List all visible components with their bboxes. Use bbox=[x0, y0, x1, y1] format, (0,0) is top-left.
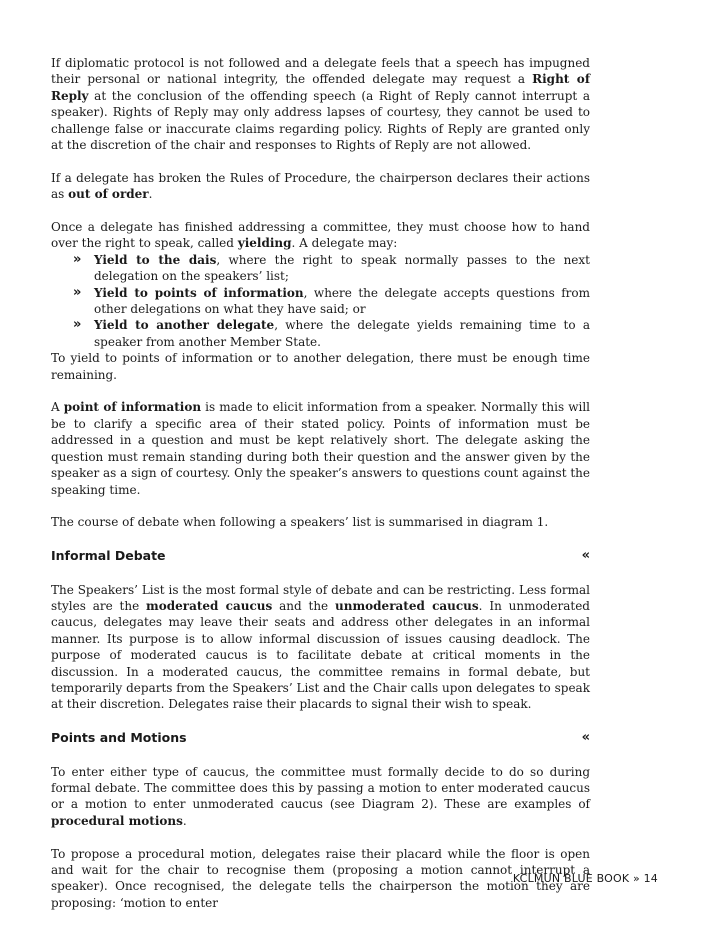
out-of-order-paragraph: If a delegate has broken the Rules of Procedure, the chairperson declares their actions as out of order. bbox=[51, 170, 590, 202]
term-right-of-reply: Right of Reply bbox=[51, 72, 590, 103]
section-title: Informal Debate bbox=[51, 548, 166, 564]
point-of-information-paragraph: A point of information is made to elicit information from a speaker. Normally this will be to clarify a specific area of their stated policy. Points of information must be addressed in a question and must be kept relatively short. The delegate asking the question must remain standing during both their question and the answer given by the speaker as a sign of courtesy. Only the speaker’s answers to questions count against the speaking time. bbox=[51, 400, 590, 497]
term-moderated-caucus: moderated caucus bbox=[146, 598, 273, 613]
yield-outro-paragraph: To yield to points of information or to another delegation, there must be enough time remaining. bbox=[51, 351, 590, 382]
section-heading-points-and-motions bbox=[51, 729, 590, 747]
term-procedural-motions: procedural motions bbox=[51, 813, 183, 828]
right-of-reply-paragraph: If diplomatic protocol is not followed and a delegate feels that a speech has impugned their personal or national integrity, the offended delegate may request a Right of Reply at the conclusion of the offending speech (a Right of Reply cannot interrupt a speaker). Rights of Reply may only address lapses of courtesy, they cannot be used to challenge false or inaccurate claims regarding policy. Rights of Reply are granted only at the discretion of the chair and responses to Rights of Reply are not allowed. bbox=[51, 56, 590, 153]
chevron-right-icon: » bbox=[73, 251, 82, 267]
list-item: » Yield to the dais, where the right to speak normally passes to the next delegation on the speakers’ list; bbox=[73, 251, 590, 284]
section-heading-informal-debate bbox=[51, 547, 590, 565]
informal-debate-paragraph: The Speakers’ List is the most formal style of debate and can be restricting. Less formal styles are the moderated caucus and the unmoderated caucus. In unmoderated caucus, delegates may leave their seats and address other delegates in an informal manner. Its purpose is to allow informal discussion of issues causing deadlock. The purpose of moderated caucus is to facilitate debate at critical moments in the discussion. In a moderated caucus, the committee remains in formal debate, but temporarily departs from the Speakers’ List and the Chair calls upon delegates to speak at their discretion. Delegates raise their placards to signal their wish to speak. bbox=[51, 582, 590, 712]
propose-motion-paragraph: To propose a procedural motion, delegates raise their placard while the floor is open and wait for the chair to recognise them (proposing a motion cannot interrupt a speaker). Once recognised, the delegate tells the chairperson the motion they are proposing: ‘motion to enter bbox=[51, 846, 590, 910]
list-item: » Yield to another delegate, where the delegate yields remaining time to a speaker from another Member State. bbox=[73, 317, 591, 349]
list-item: » Yield to points of information, where the delegate accepts questions from other delegations on what they have said; or bbox=[73, 284, 590, 317]
term-yielding: yielding bbox=[237, 236, 292, 251]
section-title: Points and Motions bbox=[51, 730, 187, 746]
yield-options-list bbox=[51, 252, 590, 350]
caucus-motion-paragraph: To enter either type of caucus, the committee must formally decide to do so during formal debate. The committee does this by passing a motion to enter moderated caucus or a motion to enter unmoderated caucus (see Diagram 2). These are examples of procedural motions. bbox=[51, 764, 590, 828]
back-to-top-link[interactable]: « bbox=[581, 548, 590, 564]
yielding-intro-paragraph: Once a delegate has finished addressing a committee, they must choose how to hand over the right to speak, called yielding. A delegate may: bbox=[51, 220, 590, 251]
term-out-of-order: out of order bbox=[68, 187, 149, 202]
back-to-top-link[interactable]: « bbox=[581, 730, 590, 746]
chevron-right-icon: » bbox=[73, 284, 82, 300]
course-of-debate-paragraph: The course of debate when following a speakers’ list is summarised in diagram 1. bbox=[51, 515, 549, 530]
chevron-right-icon: » bbox=[73, 317, 82, 333]
page-content bbox=[51, 55, 590, 911]
page-footer: KCLMUN BLUE BOOK » 14 bbox=[512, 872, 658, 885]
term-unmoderated-caucus: unmoderated caucus bbox=[335, 598, 479, 613]
term-point-of-information: point of information bbox=[63, 400, 202, 415]
